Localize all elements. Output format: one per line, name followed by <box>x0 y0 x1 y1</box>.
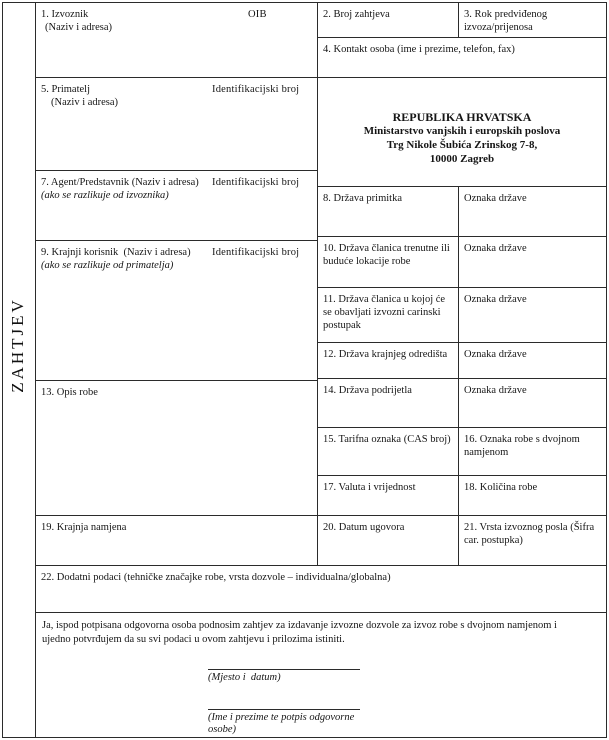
field-11-member-state-customs <box>317 287 458 342</box>
field-7-id-label: Identifikacijski broj <box>212 177 300 188</box>
form-title-vertical: ZAHTJEV <box>8 297 27 393</box>
field-17-label: 17. Valuta i vrijednost <box>323 482 416 493</box>
field-1-exporter <box>35 3 317 77</box>
signature-line <box>208 669 360 670</box>
field-1-label: 1. Izvoznik <box>41 9 89 20</box>
field-9-sublabel: (ako se razlikuje od primatelja) <box>41 260 174 271</box>
field-5-id-label: Identifikacijski broj <box>212 84 300 95</box>
field-2-request-number <box>317 3 458 37</box>
field-8-country-of-receipt <box>317 186 458 236</box>
field-14-code-label: Oznaka države <box>464 385 527 396</box>
field-12-label: 12. Država krajnjeg odredišta <box>323 349 448 360</box>
field-12-code-label: Oznaka države <box>464 349 527 360</box>
signature-name-caption: (Ime i prezime te potpis odgovorne osobe) <box>208 712 355 735</box>
field-19-end-use <box>35 515 317 565</box>
signature-place-date-caption: (Mjesto i datum) <box>208 672 281 683</box>
field-10-country-code <box>458 236 606 287</box>
field-18-label: 18. Količina robe <box>464 482 538 493</box>
field-20-label: 20. Datum ugovora <box>323 522 405 533</box>
field-8-label: 8. Država primitka <box>323 193 403 204</box>
field-9-id-label: Identifikacijski broj <box>212 247 300 258</box>
field-5-label: 5. Primatelj <box>41 84 90 95</box>
field-10-code-label: Oznaka države <box>464 243 527 254</box>
field-15-tariff-code <box>317 427 458 475</box>
field-10-label: 10. Država članica trenutne ili buduće lokacije robe <box>323 243 450 267</box>
field-14-country-code <box>458 378 606 427</box>
field-22-additional-data <box>35 565 606 612</box>
field-12-final-destination <box>317 342 458 378</box>
ministry-header <box>317 77 606 186</box>
field-11-country-code <box>458 287 606 342</box>
field-16-dual-use-code <box>458 427 606 475</box>
field-8-code-label: Oznaka države <box>464 193 527 204</box>
field-7-label: 7. Agent/Predstavnik (Naziv i adresa) <box>41 177 199 188</box>
field-20-contract-date <box>317 515 458 565</box>
declaration-text: Ja, ispod potpisana odgovorna osoba podnosim zahtjev za izdavanje izvozne dozvole za izvoz robe s dvojnom namjenom i ujedno potvrđujem da su svi podaci u ovom zahtjevu i prilozima istiniti. <box>42 620 557 645</box>
ministry-name: Ministarstvo vanjskih i europskih poslova <box>363 125 561 137</box>
field-16-label: 16. Oznaka robe s dvojnom namjenom <box>464 434 580 458</box>
country-title: REPUBLIKA HRVATSKA <box>392 110 532 124</box>
field-5-sublabel: (Naziv i adresa) <box>51 97 119 108</box>
field-14-country-of-origin <box>317 378 458 427</box>
oib-label: OIB <box>248 9 267 20</box>
field-5-consignee <box>35 77 317 170</box>
signature-line <box>208 709 360 710</box>
ministry-address: Trg Nikole Šubića Zrinskog 7-8, <box>386 139 538 151</box>
field-15-label: 15. Tarifna oznaka (CAS broj) <box>323 434 451 445</box>
field-13-goods-description <box>35 380 317 515</box>
field-11-code-label: Oznaka države <box>464 294 527 305</box>
field-7-agent <box>35 170 317 240</box>
field-18-quantity <box>458 475 606 515</box>
field-21-label: 21. Vrsta izvoznog posla (Šifra car. postupka) <box>464 522 595 546</box>
field-4-label: 4. Kontakt osoba (ime i prezime, telefon, fax) <box>323 44 515 55</box>
field-17-currency-value <box>317 475 458 515</box>
field-11-label: 11. Država članica u kojoj će se obavljati izvozni carinski postupak <box>323 294 446 331</box>
field-8-country-code <box>458 186 606 236</box>
field-13-label: 13. Opis robe <box>41 387 98 398</box>
field-22-label: 22. Dodatni podaci (tehničke značajke robe, vrsta dozvole – individualna/globalna) <box>41 572 391 583</box>
side-band <box>3 3 35 737</box>
application-form <box>2 2 607 738</box>
field-14-label: 14. Država podrijetla <box>323 385 412 396</box>
field-19-label: 19. Krajnja namjena <box>41 522 127 533</box>
field-12-country-code <box>458 342 606 378</box>
field-4-contact-person <box>317 37 606 77</box>
ministry-city: 10000 Zagreb <box>429 153 495 165</box>
declaration-section <box>35 612 606 737</box>
field-3-expected-export-date <box>458 3 606 37</box>
field-9-end-user <box>35 240 317 380</box>
signature-name <box>208 709 378 736</box>
field-7-sublabel: (ako se razlikuje od izvoznika) <box>41 190 169 201</box>
field-1-sublabel: (Naziv i adresa) <box>45 22 113 33</box>
field-2-label: 2. Broj zahtjeva <box>323 9 390 20</box>
signature-place-date <box>208 669 378 684</box>
field-10-member-state-location <box>317 236 458 287</box>
field-21-export-type <box>458 515 606 565</box>
field-9-label: 9. Krajnji korisnik (Naziv i adresa) <box>41 247 191 258</box>
field-3-label: 3. Rok predviđenog izvoza/prijenosa <box>464 9 548 33</box>
